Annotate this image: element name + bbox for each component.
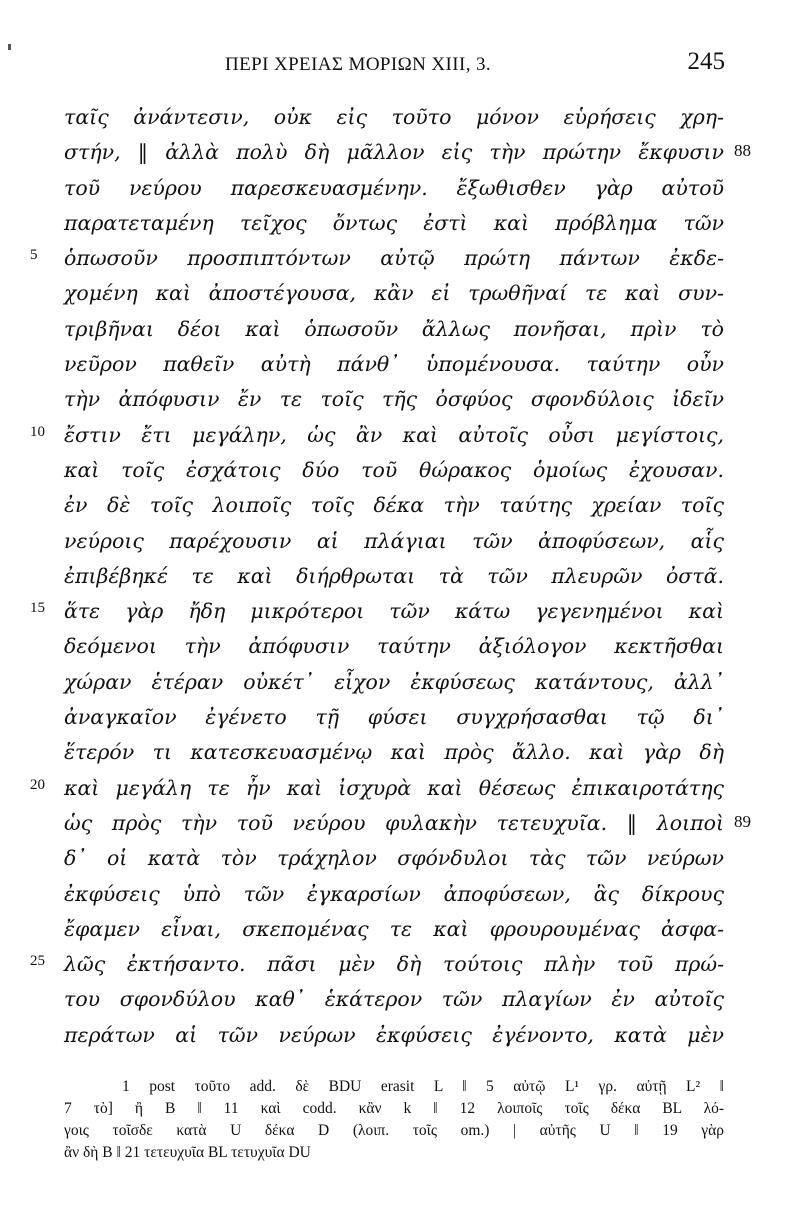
- line-text: ἐπιβέβηκέ τε καὶ διήρθρωται τὰ τῶν πλευρῶν ὀστᾶ.: [64, 563, 724, 588]
- line-text: δεόμενοι τὴν ἀπόφυσιν ταύτην ἀξιόλογον κεκτῆσθαι: [64, 634, 724, 659]
- line-text: χώραν ἑτέραν οὐκέτ᾽ εἶχον ἐκφύσεως κατάντους, ἀλλ᾽: [64, 669, 724, 694]
- text-line: [0, 559, 800, 594]
- line-text: ἕτερόν τι κατεσκευασμένῳ καὶ πρὸς ἄλλο. καὶ γὰρ δὴ: [64, 740, 724, 765]
- line-number: 25: [30, 953, 45, 970]
- margin-reference: 89: [734, 811, 751, 831]
- text-line: [0, 735, 800, 770]
- line-text: χομένη καὶ ἀποστέγουσα, κἂν εἰ τρωθῆναί τε καὶ συν-: [64, 281, 724, 306]
- line-number: 15: [30, 600, 45, 617]
- line-text: ταῖς ἀνάντεσιν, οὐκ εἰς τοῦτο μόνον εὑρήσεις χρη-: [64, 105, 724, 129]
- text-line: [0, 629, 800, 664]
- text-line: [0, 382, 800, 417]
- text-line: [0, 594, 800, 629]
- text-line: [0, 877, 800, 912]
- line-number: 20: [30, 776, 45, 793]
- text-line: [0, 135, 800, 170]
- critical-apparatus: [64, 1076, 724, 1164]
- line-text: ἔστιν ἔτι μεγάλην, ὡς ἂν καὶ αὐτοῖς οὖσι μεγίστοις,: [64, 422, 724, 447]
- text-line: [0, 347, 800, 382]
- line-text: νεῦρον παθεῖν αὐτὴ πάνθ᾽ ὑπομένουσα. ταύτην οὖν: [64, 352, 724, 377]
- text-line: [0, 100, 800, 135]
- line-text: ἅτε γὰρ ἤδη μικρότεροι τῶν κάτω γεγενημένοι καὶ: [64, 599, 724, 624]
- scan-edge-mark: [8, 44, 11, 50]
- line-text: λῶς ἐκτήσαντο. πᾶσι μὲν δὴ τούτοις πλὴν τοῦ πρώ-: [64, 952, 724, 977]
- line-text: καὶ τοῖς ἐσχάτοις δύο τοῦ θώρακος ὁμοίως ἐχουσαν.: [64, 457, 724, 482]
- apparatus-line: γοις τοῖσδε κατὰ U δέκα D (λοιπ. τοῖς om.) | αὐτῆς U ‖ 19 γὰρ: [64, 1122, 724, 1139]
- apparatus-line: ἂν δὴ B ‖ 21 τετευχυῖα BL τετυχυῖα DU: [64, 1144, 311, 1161]
- text-line: [0, 524, 800, 559]
- line-text: ἔφαμεν εἶναι, σκεπομένας τε καὶ φρουρουμένας ἀσφα-: [64, 916, 724, 941]
- line-text: του σφονδύλου καθ᾽ ἑκάτερον τῶν πλαγίων ἐν αὐτοῖς: [64, 987, 724, 1012]
- margin-reference: 88: [734, 141, 751, 161]
- text-line: [0, 488, 800, 523]
- line-text: ἀναγκαῖον ἐγένετο τῇ φύσει συγχρήσασθαι τῷ δι᾽: [64, 705, 724, 730]
- text-line: [0, 700, 800, 735]
- line-text: τοῦ νεύρου παρεσκευασμένην. ἔξωθισθεν γὰρ αὐτοῦ: [64, 175, 724, 200]
- line-text: περάτων αἱ τῶν νεύρων ἐκφύσεις ἐγένοντο, κατὰ μὲν: [64, 1022, 724, 1047]
- line-text: τὴν ἀπόφυσιν ἔν τε τοῖς τῆς ὀσφύος σφονδύλοις ἰδεῖν: [64, 387, 724, 412]
- line-text: στήν, ‖ ἀλλὰ πολὺ δὴ μᾶλλον εἰς τὴν πρώτην ἔκφυσιν: [64, 140, 724, 165]
- text-line: [0, 312, 800, 347]
- text-line: [0, 665, 800, 700]
- text-line: [0, 206, 800, 241]
- line-text: δ᾽ οἱ κατὰ τὸν τράχηλον σφόνδυλοι τὰς τῶν νεύρων: [64, 846, 724, 871]
- text-line: [0, 982, 800, 1017]
- line-text: ὁπωσοῦν προσπιπτόντων αὐτῷ πρώτη πάντων ἐκδε-: [64, 246, 724, 271]
- text-line: [0, 171, 800, 206]
- apparatus-line: 1 post τοῦτο add. δὲ BDU erasit L ‖ 5 αὐτῷ L¹ γρ. αὐτῇ L² ‖: [122, 1078, 724, 1095]
- running-header: [225, 48, 725, 84]
- page-number: 245: [687, 48, 725, 75]
- line-text: ἐν δὲ τοῖς λοιποῖς τοῖς δέκα τὴν ταύτης χρείαν τοῖς: [64, 493, 724, 518]
- text-line: [0, 806, 800, 841]
- line-text: νεύροις παρέχουσιν αἱ πλάγιαι τῶν ἀποφύσεων, αἷς: [64, 528, 724, 553]
- text-line: [0, 418, 800, 453]
- text-line: [0, 241, 800, 276]
- text-line: [0, 841, 800, 876]
- text-line: [0, 912, 800, 947]
- line-text: ἐκφύσεις ὑπὸ τῶν ἐγκαρσίων ἀποφύσεων, ἃς δίκρους: [64, 881, 724, 906]
- running-title: ΠΕΡΙ ΧΡΕΙΑΣ ΜΟΡΙΩΝ XIII, 3.: [225, 54, 492, 75]
- text-line: [0, 771, 800, 806]
- line-text: ὡς πρὸς τὴν τοῦ νεύρου φυλακὴν τετευχυῖα. ‖ λοιποὶ: [64, 810, 724, 835]
- line-number: 5: [30, 247, 38, 264]
- line-number: 10: [30, 423, 45, 440]
- line-text: τριβῆναι δέοι καὶ ὁπωσοῦν ἄλλως πονῆσαι, πρὶν τὸ: [64, 316, 724, 341]
- text-line: [0, 947, 800, 982]
- line-text: καὶ μεγάλη τε ἦν καὶ ἰσχυρὰ καὶ θέσεως ἐπικαιροτάτης: [64, 775, 724, 800]
- main-text: [0, 100, 800, 1053]
- text-line: [0, 453, 800, 488]
- apparatus-line: 7 τὸ] ἢ B ‖ 11 καὶ codd. κἂν k ‖ 12 λοιποῖς τοῖς δέκα BL λό-: [64, 1100, 724, 1117]
- text-line: [0, 276, 800, 311]
- line-text: παρατεταμένη τεῖχος ὄντως ἐστὶ καὶ πρόβλημα τῶν: [64, 210, 724, 235]
- text-line: [0, 1018, 800, 1053]
